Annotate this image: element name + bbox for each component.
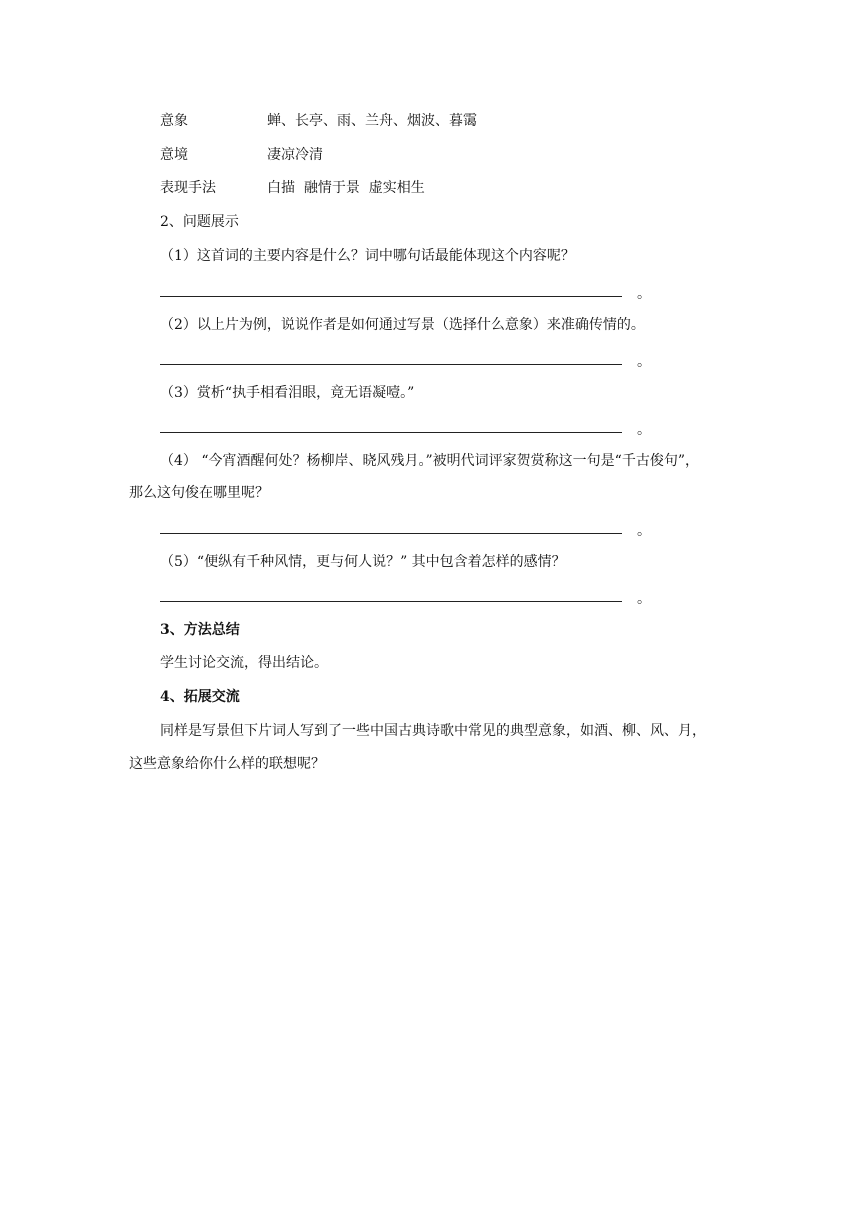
table-label-mood: 意境 xyxy=(160,147,188,163)
question-2: （2）以上片为例，说说作者是如何通过写景（选择什么意象）来准确传情的。 xyxy=(160,317,645,333)
answer-line-2[interactable] xyxy=(160,364,622,365)
answer-line-4[interactable] xyxy=(160,533,622,534)
summary-text: 学生讨论交流，得出结论。 xyxy=(160,655,328,671)
table-value-technique: 白描 融情于景 虚实相生 xyxy=(267,180,425,196)
question-1: （1）这首词的主要内容是什么？词中哪句话最能体现这个内容呢？ xyxy=(160,248,575,264)
answer-line-1[interactable] xyxy=(160,296,622,297)
extension-text-line1: 同样是写景但下片词人写到了一些中国古典诗歌中常见的典型意象，如酒、柳、风、月， xyxy=(160,723,706,739)
answer-line-3[interactable] xyxy=(160,432,622,433)
answer-period-3: 。 xyxy=(637,422,651,438)
answer-period-4: 。 xyxy=(637,523,651,539)
section-heading-questions: 2、问题展示 xyxy=(160,214,239,230)
answer-period-5: 。 xyxy=(637,591,651,607)
question-4-line2: 那么这句俊在哪里呢？ xyxy=(129,485,269,501)
table-label-imagery: 意象 xyxy=(160,113,188,129)
question-4-line1: （4） “今宵酒醒何处？杨柳岸、晓风残月。”被明代词评家贺赏称这一句是“千古俊句”， xyxy=(160,453,699,469)
answer-line-5[interactable] xyxy=(160,601,622,602)
table-label-technique: 表现手法 xyxy=(160,180,216,196)
table-value-imagery: 蝉、长亭、雨、兰舟、烟波、暮霭 xyxy=(267,113,477,129)
section-heading-extension: 4、拓展交流 xyxy=(160,689,240,705)
question-5: （5）“便纵有千种风情，更与何人说？” 其中包含着怎样的感情？ xyxy=(160,554,566,570)
question-3: （3）赏析“执手相看泪眼，竟无语凝噎。” xyxy=(160,385,415,401)
section-heading-summary: 3、方法总结 xyxy=(160,622,240,638)
answer-period-2: 。 xyxy=(637,354,651,370)
answer-period-1: 。 xyxy=(637,286,651,302)
extension-text-line2: 这些意象给你什么样的联想呢？ xyxy=(129,756,325,772)
table-value-mood: 凄凉冷清 xyxy=(267,147,323,163)
